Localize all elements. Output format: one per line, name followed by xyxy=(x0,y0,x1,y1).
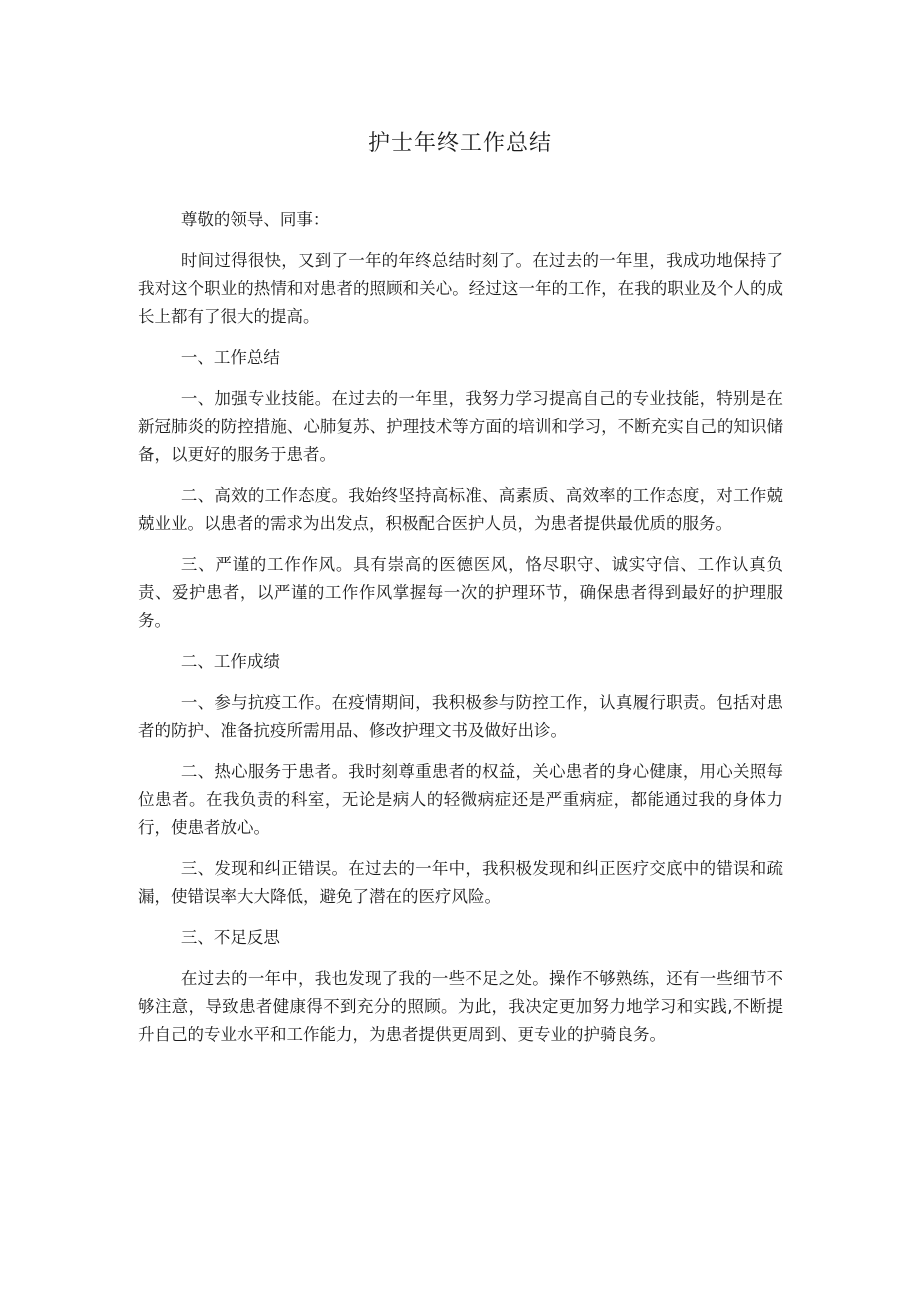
summary-item-attitude: 二、高效的工作态度。我始终坚持高标准、高素质、高效率的工作态度，对工作兢兢业业。以患者的需求为出发点，积极配合医护人员，为患者提供最优质的服务。 xyxy=(138,486,783,533)
salutation: 尊敬的领导、同事： xyxy=(180,210,330,229)
section-heading-work-summary: 一、工作总结 xyxy=(180,348,280,367)
section-heading-achievements: 二、工作成绩 xyxy=(180,652,280,671)
achievement-item-errors: 三、发现和纠正错误。在过去的一年中，我积极发现和纠正医疗交底中的错误和疏漏，使错误率大大降低，避免了潜在的医疗风险。 xyxy=(138,859,783,906)
section-heading-reflection: 三、不足反思 xyxy=(180,928,280,947)
achievement-item-epidemic: 一、参与抗疫工作。在疫情期间，我积极参与防控工作，认真履行职责。包括对患者的防护、准备抗疫所需用品、修改护理文书及做好出诊。 xyxy=(138,693,783,740)
summary-item-skills: 一、加强专业技能。在过去的一年里，我努力学习提高自己的专业技能，特别是在新冠肺炎的防控措施、心肺复苏、护理技术等方面的培训和学习，不断充实自己的知识储备，以更好的服务于患者。 xyxy=(138,389,783,464)
reflection-paragraph: 在过去的一年中，我也发现了我的一些不足之处。操作不够熟练，还有一些细节不够注意，导致患者健康得不到充分的照顾。为此，我决定更加努力地学习和实践,不断提升自己的专业水平和工作能力，为患者提供更周到、更专业的护骑良务。 xyxy=(138,969,783,1044)
achievement-item-service: 二、热心服务于患者。我时刻尊重患者的权益，关心患者的身心健康，用心关照每位患者。在我负责的科室，无论是病人的轻微病症还是严重病症，都能通过我的身体力行，使患者放心。 xyxy=(138,762,783,837)
document-body xyxy=(138,206,783,1062)
document-title: 护士年终工作总结 xyxy=(367,131,552,156)
intro-paragraph: 时间过得很快，又到了一年的年终总结时刻了。在过去的一年里，我成功地保持了我对这个职业的热情和对患者的照顾和关心。经过这一年的工作，在我的职业及个人的成长上都有了很大的提高。 xyxy=(138,251,783,326)
summary-item-style: 三、严谨的工作作风。具有崇高的医德医风，恪尽职守、诚实守信、工作认真负责、爱护患者，以严谨的工作作风掌握每一次的护理环节，确保患者得到最好的护理服务。 xyxy=(138,555,783,630)
